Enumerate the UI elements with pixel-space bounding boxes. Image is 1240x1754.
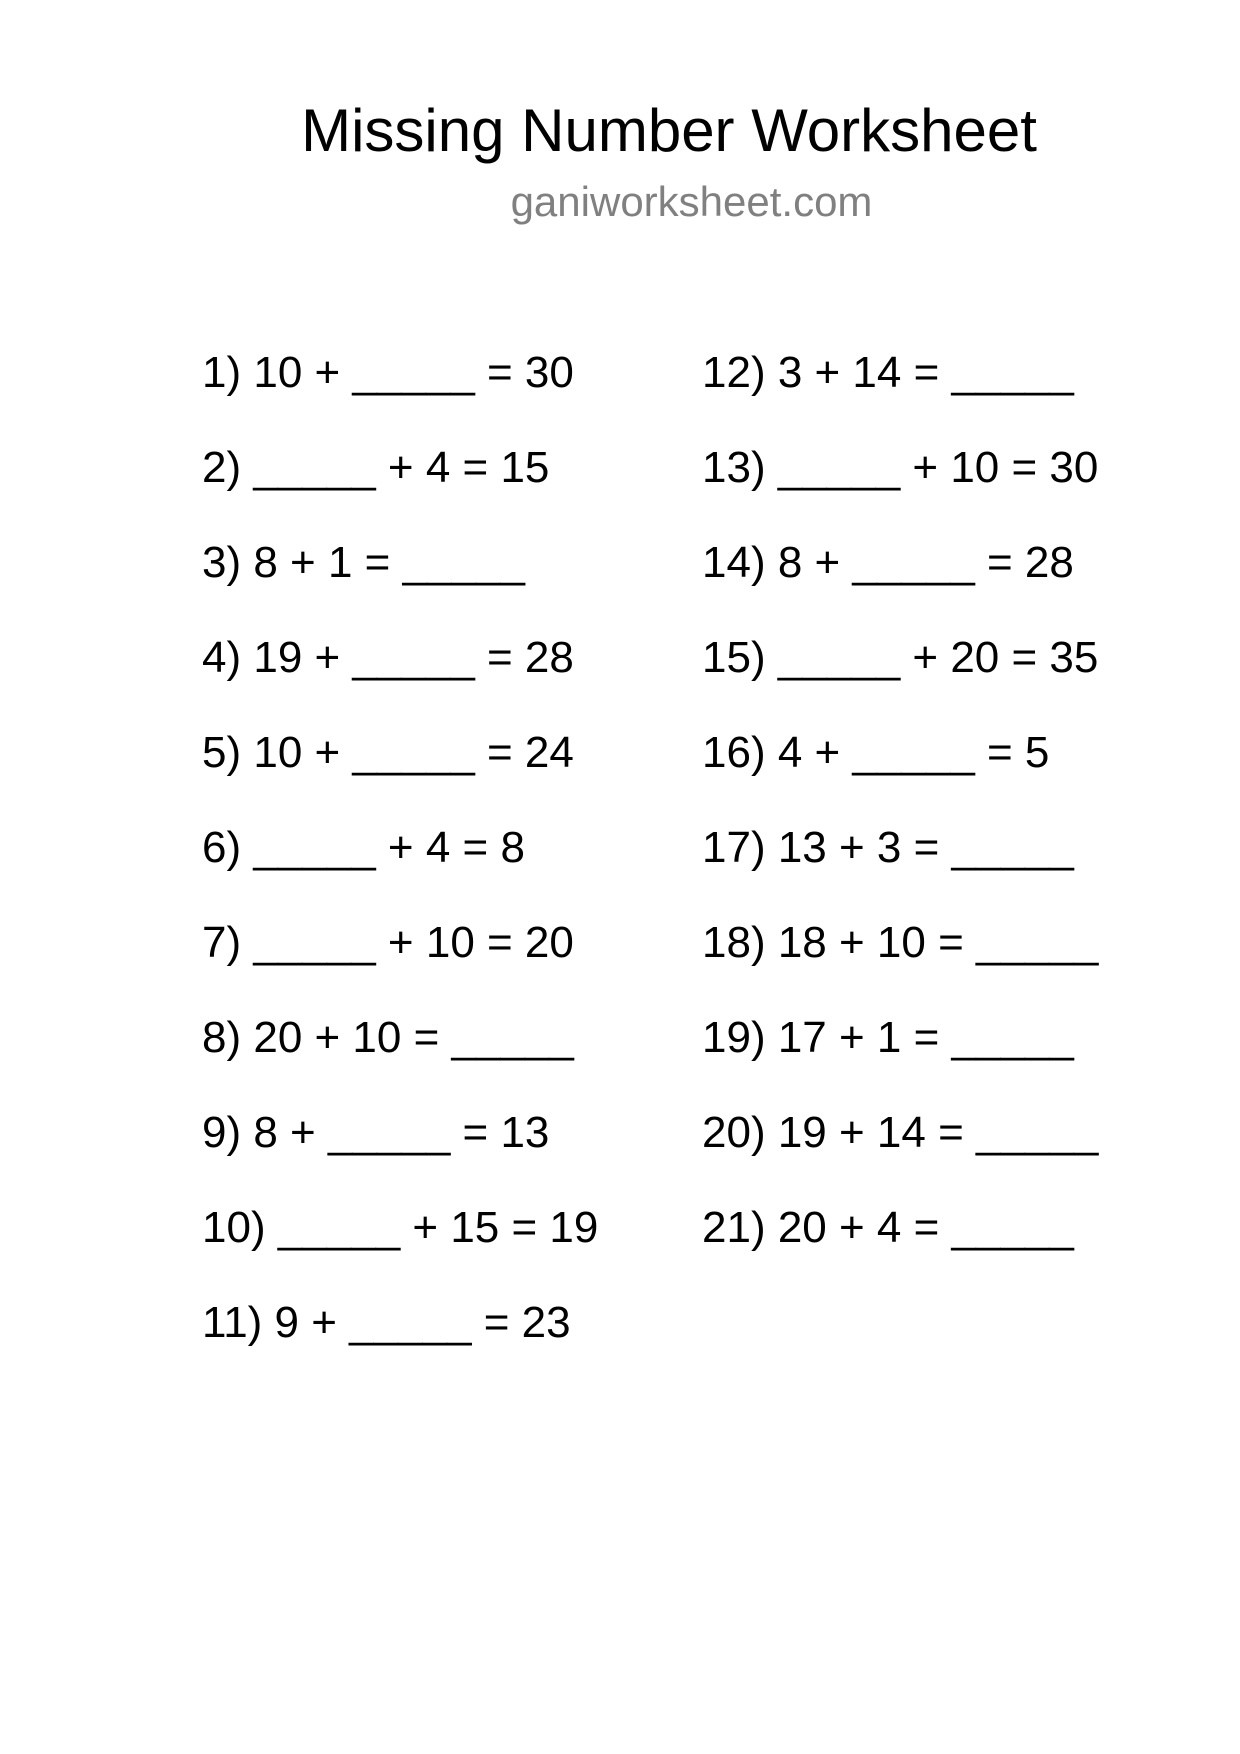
problem-14: 14) 8 + _____ = 28: [702, 538, 1074, 587]
problem-7: 7) _____ + 10 = 20: [202, 918, 574, 967]
problem-18: 18) 18 + 10 = _____: [702, 918, 1099, 967]
problem-8: 8) 20 + 10 = _____: [202, 1013, 574, 1062]
problem-19: 19) 17 + 1 = _____: [702, 1013, 1074, 1062]
problem-10: 10) _____ + 15 = 19: [202, 1203, 599, 1252]
problem-11: 11) 9 + _____ = 23: [202, 1298, 571, 1347]
problem-21: 21) 20 + 4 = _____: [702, 1203, 1074, 1252]
problem-3: 3) 8 + 1 = _____: [202, 538, 525, 587]
problem-2: 2) _____ + 4 = 15: [202, 443, 550, 492]
problem-4: 4) 19 + _____ = 28: [202, 633, 574, 682]
problem-17: 17) 13 + 3 = _____: [702, 823, 1074, 872]
problem-6: 6) _____ + 4 = 8: [202, 823, 525, 872]
problem-13: 13) _____ + 10 = 30: [702, 443, 1099, 492]
problem-12: 12) 3 + 14 = _____: [702, 348, 1074, 397]
website-attribution: ganiworksheet.com: [510, 178, 873, 225]
problem-20: 20) 19 + 14 = _____: [702, 1108, 1099, 1157]
problem-9: 9) 8 + _____ = 13: [202, 1108, 550, 1157]
problem-15: 15) _____ + 20 = 35: [702, 633, 1099, 682]
problem-1: 1) 10 + _____ = 30: [202, 348, 574, 397]
worksheet-title: Missing Number Worksheet: [301, 97, 1037, 164]
problem-16: 16) 4 + _____ = 5: [702, 728, 1050, 777]
problem-5: 5) 10 + _____ = 24: [202, 728, 574, 777]
